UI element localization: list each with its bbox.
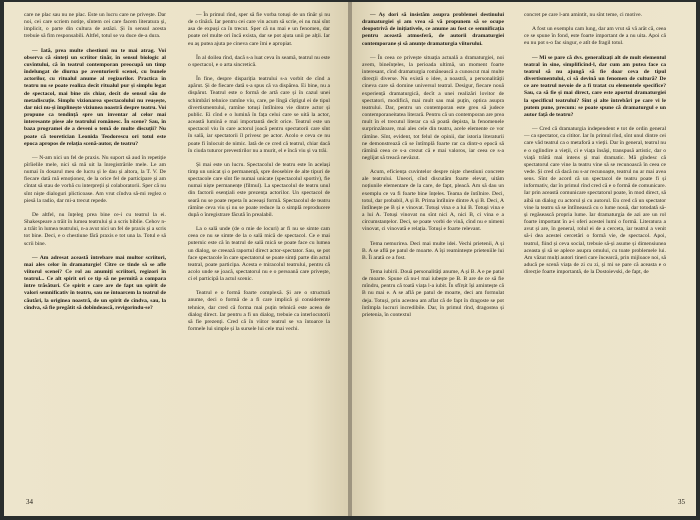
paragraph: De altfel, nu înțeleg prea bine ce-i cu teatrul la ei. Shakespeare a trăit în lumea teatrului și a scris biblie. Cehov n-a trăit în lumea teatrului, n-a avut nici un fel de praxis și a scris tot bine. Deci, e o chestiune fără praxis e tot una la. Totul e să scrii bine. bbox=[24, 211, 166, 247]
paragraph: La o sală unde (de o mie de locuri) ar fi nu se simte cam ceea ce nu se simte de la o sală mică de spectacol. Ce e mai puternic este că în teatrul de sală mică se poate face cu lumea un dialog, se creează raportul direct actor-spectator. Sau, se pot face spectacole în care spectatorul se poate simți parte din actul teatral, poate participa. Acesta e miracolul teatrului, pentru că acolo unde se joacă, spectatorul nu e o persoană care privește, ci el participă la actul scenic. bbox=[188, 226, 330, 283]
paragraph: Și mai este un lucru. Spectacolul de teatru este în același timp un unicat și o permanență, spre deosebire de alte tipuri de spectacole care sînt fie numai unicate (spectacolul sportiv), fie numai niște permanențe (filmul). La spectacolul de teatru unul din factorii esențiali este prezența actorilor. Un spectacol de seară nu se poate repeta în aceeași formă. Spectacolul de teatru rămîne ceva viu și nu se poate reduce la o simplă reproducere după o înregistrare făcută în prealabil. bbox=[188, 161, 330, 218]
right-page-column-1 bbox=[362, 12, 504, 326]
paragraph: — Am adresat această întrebare mai multor scriitori, mai ales celor în dramaturgie! Cître ce tinde să se afle viitorul scenei? Ce rol au anumiți scriitori, regizori în teatrul... Ce alt spirit ori ce tip să ne permită a compara între trăsături. Ce spirit e care are de fapt un spirit de valori semnificativ în teatru, sau ne întoarcem la teatrul de căutări, la originea noastră, de un spirit de cîndva, sau, la cîndva, să fie pregătit să dobîndească, revigorindu-se? bbox=[24, 254, 166, 311]
paragraph: Tema iubirii. Două personalități anume, A și B. A e pe patul de moarte. Spune că nu-l mai iubește pe B. B are de ce să fie mîndru, pentru că toată viața l-a iubit. În sfîrșit își amintește că B nu mai e. A se află pe patul de moarte, deci am formulat deja. Totuși, prin acestea am aflat că de fapt în dragoste se pot întîmpla lucruri incredibile. Dar, în primul rînd, dragostea și prietenia, în contextul bbox=[362, 269, 504, 318]
paragraph: — N-am nici un fel de praxis. Nu suport să aud în repetiție pîrîielile mele, nici să mă uit la înregistrările mele. Le am numai în dosarul meu de lucru și le dau și altora, la T. V. De fiecare dată mă emoționez, de la orice fel de participare și am cîntat să stau de vorbă cu interpreții și colaboratorii. Sper că nu sînt niște dialoguri plicticoase. Am vrut cîndva să-mi reglez o piesă la radio, dar mi-a trecut repede. bbox=[24, 154, 166, 204]
left-page bbox=[4, 2, 348, 516]
paragraph: concret pe care l-am amintit, nu sînt teme, ci motive. bbox=[524, 12, 643, 18]
paragraph: Teatrul e o formă foarte complexă. Și are o structură anume, deci o formă de a fi care implică și considerente tehnice, dar cred că forma mai puțin tehnică este aceea de dialog direct. Iar pentru a fi un dialog, trebuie ca interlocutorii să fie prezenți. Cred că în viitor teatrul se va întoarce la formele lui simple și la sursele lui cele mai vechi. bbox=[188, 290, 330, 333]
paragraph: Tema nemurirea. Deci mai multe idei. Vechi prietenii, A și B. A se află pe patul de moarte. A își reamintește prieteniile lui B. Îi arată ce a fost. bbox=[362, 240, 504, 261]
paragraph: — Cred că dramaturgia independent e tot de ordin general — ca spectator, ca cititor. Iar în primul rînd, sînt unul dintre cei care văd teatrul ca o metaforă a vieții. Dar în general, teatrul nu e o oglindire a vieții, ci e viața însăși, transpusă artistic, dar o viață trăită mai intens și mai dramatic. Mă gîndesc că spectatorul care vine la teatru vine să se recunoască în ceea ce vede. Și cred că dacă nu s-ar recunoaște, teatrul nu ar mai avea sens. Sînt de acord că un spectacol de teatru poate fi și informativ, dar în primul rînd cred că e o formă de comunicare. Iar prin această comunicare spectatorul poate, în mod direct, să aibă un dialog cu actorul și cu autorul. Eu cred că un spectator vine la teatru să se întîlnească cu o lume nouă, dar totodată să-și regăsească propria lume. Iar dramaturgia de azi are un rol foarte important în a-i oferi acestei lumi o formă. Literatura a avut și are, în general, rolul ei de a cerceta, iar teatrul a venit să-i dea acestei cercetări o formă vie, de spectacol. Apoi, teatrul, fiind și ceva social, trebuie să-și asume și dimensiunea aceasta și să se aplece asupra omului, cu toate problemele lui. Am văzut mulți autori tineri care încearcă, prin mijloace noi, să aducă pe scenă viața de zi cu zi, și mi se pare că aceasta e o direcție foarte importantă, de la Dostoievski, de fapt, de bbox=[524, 126, 666, 276]
paragraph: — În primul rînd, sper să fie vorba totuși de un tînăr și nu de o tînără. Iar pentru cei care vin acum să scrie, ei nu mai sînt asa de expuși ca în trecut. Sper că nu mai e un fenomen, dar poate cel multe ori încă exista, dar se pot ajuta unii pe alții. Iar eu aș putea ajuta pe cineva care îmi e apropiat. bbox=[188, 12, 330, 47]
page-number-right: 35 bbox=[678, 498, 685, 506]
paragraph: care ne plac sau nu ne plac. Este un lucru care ne privește. Dar noi, cei care scriem notițe, sîntem cei care facem literatura și, implicit, o parte din cultura de astăzi. Și în sensul acesta trebuie să fim responsabili. Altfel, totul se va duce de-a dura. bbox=[24, 12, 166, 40]
page-number-left: 34 bbox=[26, 498, 33, 506]
paragraph: A fost un exemplu cam lung, dar am vrut să vă arăt că, ceea ce se spune în fond, este foarte important de a nu uita. Apoi că eu nu pot s-o fac singur, e atît de fragil totul. bbox=[524, 26, 666, 47]
paragraph: În fine, despre dispariția teatrului s-a vorbit de cînd a apărut. Și de fiecare dată s-a spus că va dispărea. Ei bine, nu a dispărut. Teatrul este o formă de artă care și în cazul unei schimbări tehnice ramîne viu, care, pe lîngă cîștigul ei de tipul divertismentului, ramîne totuși întîlnirea vie dintre actor și public. Ei cînd e o lumină în fața celui care se uită la actor, această lumină e mai importantă decît orice. Teatrul este un spectacol viu în care actorul joacă pentru spectatorii care sînt în sală, iar spectatorii îl privesc pe actor. Acolo e ceva ce nu poate fi înlocuit de nimic. Iată de ce cred că teatrul, chiar dacă în ciuda tuturor prevestirilor nu a murit, el e încă viu și va trăi. bbox=[188, 76, 330, 154]
right-page bbox=[352, 2, 696, 516]
left-page-column-2 bbox=[188, 12, 330, 340]
paragraph: — În ceea ce privește situația actuală a dramaturgiei, noi avem, bineînțeles, la perioada ultimă, un moment foarte interesant, cînd dramaturgia românească a cunoscut mai multe direcții diverse. Nu există o idee, a noastră, a personalității cineva care să domine universul teatral. Desigur, fiecare nouă experiență dramaturgică, decît a unei realizări lovitor de spectatori, modifică, mai mult sau mai puțin, optica asupra teatrului. Dar, pentru un contemporan este greu să judece contemporaneitatea literară. Pentru că un contemporan are prea mult în el trecutul literar ca să poată depista, la fenomenele surprinzătoare, mai ales cele din teatru, acele elemente ce vor rămîne. Sînt, evident, tot felul de opinii, dar istoria literaturii ne demonstrează că se întîmplă foarte rar ca dintr-o epocă să rămînă ceea ce s-a crezut că e mai valoros, iar ceea ce s-a neglijat să treacă nevăzut. bbox=[362, 54, 504, 161]
paragraph: Acum, eficiența cuvintelor despre niște chestiuni concrete ale teatrului. Uneori, cînd discutăm foarte elevat, uităm noțiunile elementare de la care, de fapt, pleacă. Am să dau un exemplu ce va fi foarte bine înțeles. Teama de întîlnire. Deci, totul, dar probabil, A și B. Prima întîlnire dintre A și B. Deci, A întîlnește pe B și e vinovat. Totuși vina e a lui B. Totuși vina e a lui A. Totuși vinovat nu sînt nici A, nici B, ci vina e a circumstanțelor. Deci, se poate vorbi de vină, cînd nu e nimeni vinovat, ci vinovată e relația. Totuși e foarte relevant. bbox=[362, 169, 504, 233]
book-spread bbox=[4, 2, 696, 516]
paragraph: În al doilea rînd, dacă s-a luat ceva în seamă, teatrul nu este o spectacol, e o arta sincretică. bbox=[188, 54, 330, 68]
left-page-column-1 bbox=[24, 12, 166, 319]
right-page-column-2 bbox=[524, 12, 666, 283]
paragraph: — Iată, prea multe chestiuni nu te mai atrag. Voi observa că sînteți un scriitor tînăr, în sensul biologic al cuvîntului, că în teatrul contemporan preocupă un timp îndelungat de diurna pe aventurierii scenei, cu bunele actorilor, cu ritualul anume al regizorilor. Practica în teatru nu se poate realiza decît ritualul pur și simplu legat de spectacol, mai bine zis chiar, decît de sensul său de metadiscuție. Simplu vizionarea spectacolului nu reușește, dar nici nu-și împlinește viziunea noastră despre teatru. Voi propune ca tendință spre un inventar al celor mai interesante piese ale teatrului românesc. În scene? Sau, în baza programei de a deveni o temă de multe discuții? Nu poate că teoretician Leonida Teodorescu ori totul este epoca apropos de relația scenă-autor, de teatru? bbox=[24, 47, 166, 147]
paragraph: — Aș dori să insistăm asupra problemei destinului dramaturgiei și am vrea să vă propunem să se ocupe deopotrivă de inițiativele, ce anume au fost ce semnificația pentru această atmosferă, de autorii dramaturgiei contemporane și să anunțe dramaturgia viitorului. bbox=[362, 12, 504, 47]
paragraph: — Mi se pare că dvs. generalizați alt de mult elementul teatral în sine, simplificînd-l, dar cum am putea face ca teatrul să nu ajungă să fie doar ceva de tipul divertismentului, ci să devină un fenomen de cultură? De ce are teatrul nevoie de a fi tratat cu elementele specifice? Sau, ca să fie și mai direct, care este aportul dramaturgiei la specificul teatrului? Sînt și alte întrebări pe care vi le putem pune, precum: se poate spune că dramaturgul e un autor față de teatru? bbox=[524, 54, 666, 118]
